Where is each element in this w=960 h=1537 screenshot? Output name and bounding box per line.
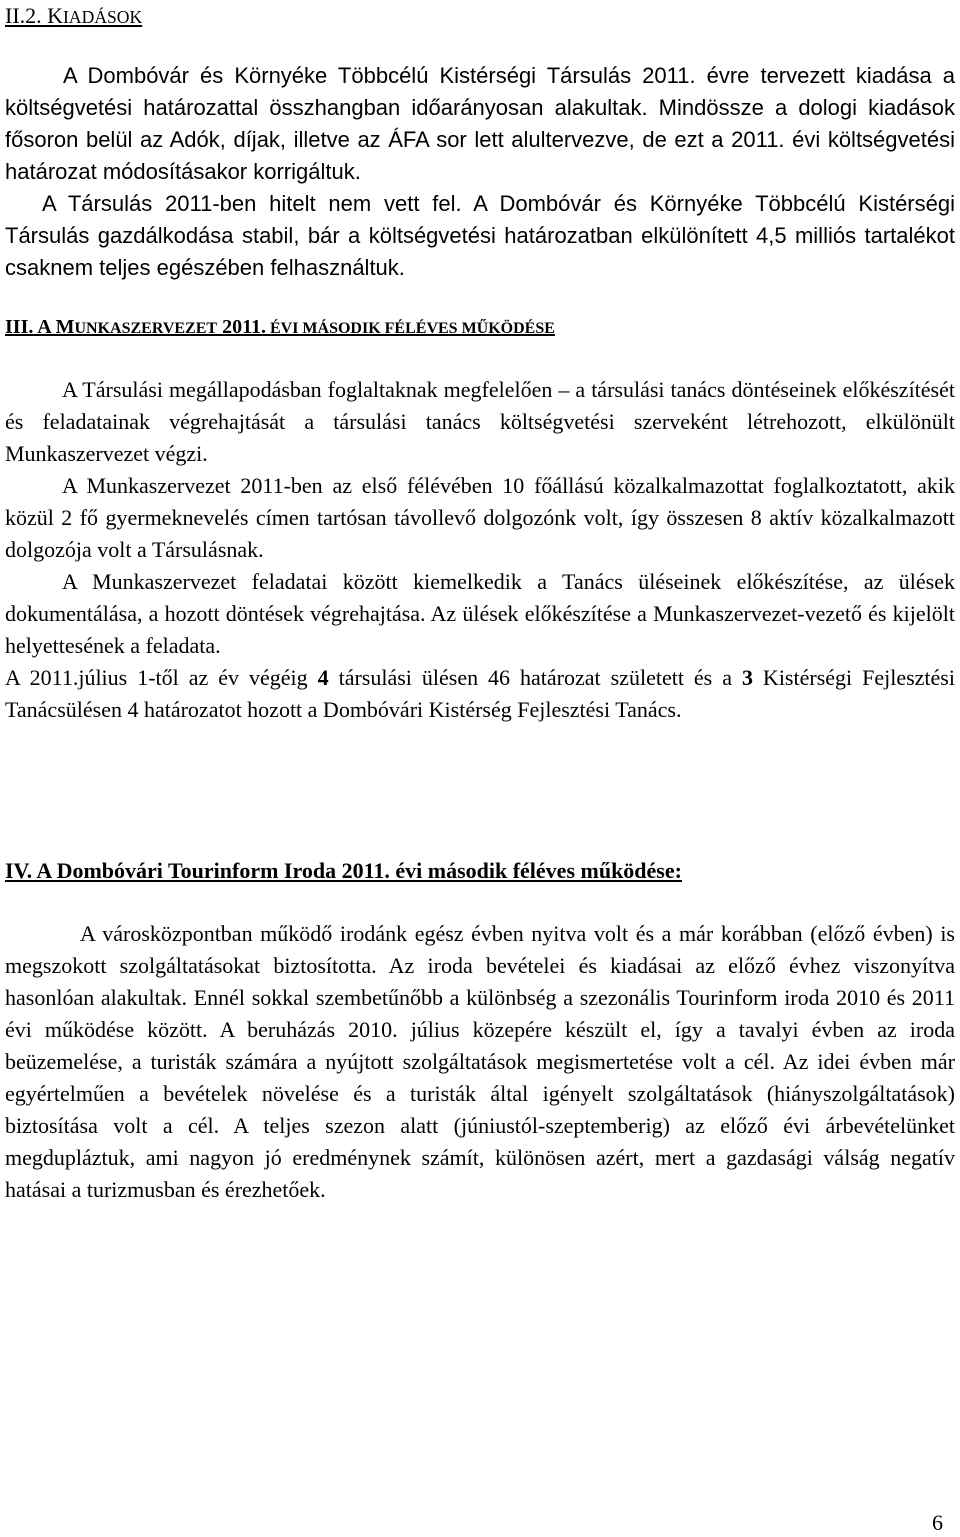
section-heading-kiadasok: II.2. KIADÁSOK: [5, 3, 143, 28]
page-number: 6: [932, 1510, 943, 1535]
paragraph: A Társulási megállapodásban foglaltaknak megfelelően – a társulási tanács döntéseinek előkészítését és feladatainak végrehajtását a társulási tanács költségvetési szerveként létrehozott, elkülönült Munkaszervezet végzi.: [5, 377, 955, 466]
kiadasok-paragraph: A Dombóvár és Környéke Többcélú Kistérségi Társulás 2011. évre tervezett kiadása a költségvetési határozattal összhangban időarányosan alakultak. Mindössze a dologi kiadások fősoron belül az Adók, díjak, illetve az ÁFA sor lett alultervezve, de ezt a 2011. évi költségvetési határozat módosításakor korrigáltuk. A Társulás 2011-ben hitelt nem vett fel. A Dombóvár és Környéke Többcélú Kistérségi Társulás gazdálkodása stabil, bár a költségvetési határozatban elkülönített 4,5 milliós tartalékot csaknem teljes egészében felhasználtuk.: [5, 63, 955, 280]
section-heading-munkaszervezet: III. A MUNKASZERVEZET 2011. ÉVI MÁSODIK FÉLÉVES MŰKÖDÉSE: [5, 316, 555, 338]
paragraph: A Munkaszervezet feladatai között kiemelkedik a Tanács üléseinek előkészítése, az ülések dokumentálása, a hozott döntések végrehajtása. Az ülések előkészítése a Munkaszervezet-vezető és kijelölt helyettesének a feladata.: [5, 569, 955, 658]
section-heading-tourinform: IV. A Dombóvári Tourinform Iroda 2011. évi második féléves működése:: [5, 858, 682, 883]
tourinform-paragraph: A városközpontban működő irodánk egész évben nyitva volt és a már korábban (előző évben) is megszokott szolgáltatásokat biztosította. Az iroda bevételei és kiadásai az előző évhez viszonyítva hasonlóan alakultak. Ennél sokkal szembetűnőbb a különbség a szezonális Tourinform iroda 2010 és 2011 évi működése között. A beruházás 2010. július közepére készült el, így a tavalyi évben az iroda beüzemelése, a turisták számára a nyújtott szolgáltatások megismertetése volt a cél. Az idei évben már egyértelműen a bevételek növelése és a turisták által igényelt szolgáltatások (hiányszolgáltatások) biztosítása volt a cél. A teljes szezon alatt (júniustól-szeptemberig) az előző évi árbevételünket megdupláztuk, ami nagyon jó eredménynek számít, különösen azért, mert a gazdasági válság negatív hatásai a turizmusban és érezhetőek.: [5, 921, 955, 1202]
paragraph: A Munkaszervezet 2011-ben az első félévében 10 főállású közalkalmazottat foglalkoztatott, akik közül 2 fő gyermeknevelés címen tartósan távollevő dolgozónk volt, így összesen 8 aktív közalkalmazott dolgozója volt a Társulásnak.: [5, 473, 955, 562]
paragraph: A 2011.július 1-től az év végéig 4 társulási ülésen 46 határozat született és a 3 Kistérségi Fejlesztési Tanácsülésen 4 határozatot hozott a Dombóvári Kistérség Fejlesztési Tanács.: [5, 665, 955, 722]
munkaszervezet-text: [5, 374, 955, 726]
